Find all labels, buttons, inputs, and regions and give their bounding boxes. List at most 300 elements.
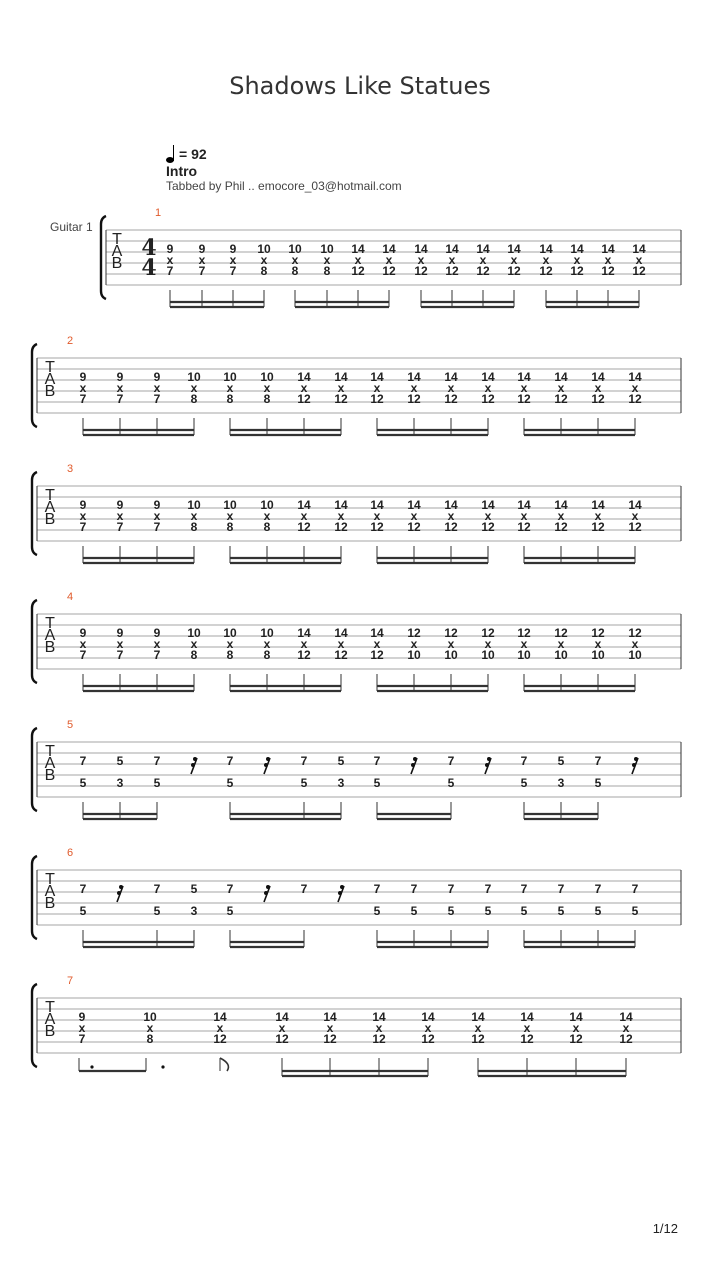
measure-number: 4 [66,591,74,603]
dead-note: x [226,509,234,523]
fret-number: 7 [631,882,639,896]
section-marker: Intro [166,163,198,179]
tab-clef-letter: B [44,511,56,528]
fret-number: 10 [143,1010,157,1024]
fret-number: 5 [373,776,381,790]
dead-note: x [447,509,455,523]
fret-number: 14 [407,370,421,384]
fret-number: 14 [297,498,311,512]
rest-flag-dot [264,891,268,895]
dead-note: x [226,381,234,395]
dead-note: x [447,637,455,651]
tab-clef-letter: T [45,487,55,504]
fret-number: 9 [153,370,161,384]
fret-number: 8 [146,1032,154,1046]
fret-number: 7 [484,882,492,896]
dead-note: x [263,509,271,523]
tab-clef-letter: T [45,871,55,888]
fret-number: 7 [79,754,87,768]
staff-bracket [32,728,37,811]
fret-number: 9 [79,498,87,512]
fret-number: 14 [628,370,642,384]
fret-number: 8 [263,648,271,662]
fret-number: 9 [116,626,124,640]
page-number: 1/12 [652,1221,678,1236]
dead-note: x [190,637,198,651]
fret-number: 9 [79,370,87,384]
fret-number: 14 [334,370,348,384]
staff-bracket [32,472,37,555]
dead-note: x [385,253,393,267]
tab-system [32,847,681,947]
dead-note: x [484,509,492,523]
tab-clef-letter: T [45,359,55,376]
fret-number: 14 [334,498,348,512]
fret-number: 12 [370,520,384,534]
rest-flag-dot [338,891,342,895]
fret-number: 10 [591,648,605,662]
fret-number: 10 [187,498,201,512]
fret-number: 12 [382,264,396,278]
fret-number: 5 [190,882,198,896]
fret-number: 9 [153,498,161,512]
fret-number: 12 [539,264,553,278]
fret-number: 12 [323,1032,337,1046]
fret-number: 9 [229,242,237,256]
staff-bracket [32,984,37,1067]
fret-number: 12 [297,520,311,534]
fret-number: 8 [226,520,234,534]
fret-number: 12 [275,1032,289,1046]
fret-number: 12 [569,1032,583,1046]
fret-number: 10 [187,370,201,384]
tab-system [32,463,681,563]
fret-number: 14 [370,498,384,512]
tab-clef-letter: A [44,883,56,900]
fret-number: 12 [351,264,365,278]
fret-number: 8 [226,648,234,662]
fret-number: 14 [334,626,348,640]
dead-note: x [337,637,345,651]
fret-number: 12 [444,392,458,406]
dead-note: x [278,1021,286,1035]
tab-clef-letter: T [112,231,122,248]
fret-number: 5 [520,776,528,790]
rest-flag-dot [191,763,195,767]
fret-number: 12 [554,392,568,406]
fret-number: 9 [198,242,206,256]
fret-number: 14 [628,498,642,512]
dead-note: x [323,253,331,267]
dead-note: x [373,381,381,395]
fret-number: 12 [414,264,428,278]
tab-clef-letter: B [111,255,123,272]
dead-note: x [291,253,299,267]
dead-note: x [229,253,237,267]
dead-note: x [594,637,602,651]
rest-flag-dot [117,891,121,895]
dead-note: x [337,381,345,395]
fret-number: 7 [447,754,455,768]
tab-clef-letter: B [44,383,56,400]
fret-number: 14 [444,498,458,512]
fret-number: 14 [372,1010,386,1024]
fret-number: 14 [471,1010,485,1024]
dead-note: x [300,509,308,523]
fret-number: 10 [260,498,274,512]
fret-number: 3 [190,904,198,918]
fret-number: 7 [79,648,87,662]
staff-bracket [32,600,37,683]
fret-number: 7 [447,882,455,896]
fret-number: 12 [601,264,615,278]
tempo-value: = 92 [179,146,207,162]
fret-number: 5 [520,904,528,918]
dead-note: x [300,381,308,395]
fret-number: 7 [373,754,381,768]
rest-flag-dot [413,757,417,761]
rest-flag-dot [264,763,268,767]
dead-note: x [263,637,271,651]
measure-number: 6 [66,847,74,859]
fret-number: 12 [334,392,348,406]
fret-number: 12 [619,1032,633,1046]
fret-number: 10 [407,648,421,662]
rest-flag-dot [487,757,491,761]
fret-number: 14 [351,242,365,256]
dead-note: x [410,637,418,651]
dead-note: x [263,381,271,395]
dead-note: x [79,509,87,523]
dead-note: x [631,509,639,523]
fret-number: 12 [591,626,605,640]
fret-number: 14 [601,242,615,256]
dead-note: x [116,509,124,523]
fret-number: 14 [407,498,421,512]
tab-clef-letter: A [111,243,123,260]
fret-number: 7 [226,882,234,896]
fret-number: 14 [382,242,396,256]
track-name: Guitar 1 [50,220,93,234]
fret-number: 12 [407,520,421,534]
fret-number: 7 [78,1032,86,1046]
dead-note: x [572,1021,580,1035]
dead-note: x [116,637,124,651]
fret-number: 14 [444,370,458,384]
dead-note: x [520,509,528,523]
dead-note: x [520,637,528,651]
dead-note: x [153,637,161,651]
fret-number: 12 [334,520,348,534]
tab-clef-letter: T [45,615,55,632]
dead-note: x [300,637,308,651]
fret-number: 10 [320,242,334,256]
fret-number: 5 [447,904,455,918]
fret-number: 14 [507,242,521,256]
credit-line: Tabbed by Phil .. emocore_03@hotmail.com [166,179,402,193]
fret-number: 12 [628,392,642,406]
fret-number: 9 [116,370,124,384]
fret-number: 5 [226,904,234,918]
fret-number: 12 [370,648,384,662]
song-title: Shadows Like Statues [229,72,491,100]
dead-note: x [78,1021,86,1035]
fret-number: 5 [79,776,87,790]
fret-number: 14 [481,370,495,384]
dead-note: x [373,509,381,523]
note-flag [220,1058,228,1071]
tab-clef-letter: B [44,767,56,784]
dead-note: x [631,637,639,651]
fret-number: 14 [481,498,495,512]
fret-number: 10 [260,370,274,384]
fret-number: 8 [226,392,234,406]
dead-note: x [622,1021,630,1035]
staff-bracket [32,344,37,427]
fret-number: 14 [539,242,553,256]
fret-number: 7 [226,754,234,768]
fret-number: 10 [481,648,495,662]
fret-number: 14 [554,498,568,512]
rest-flag-dot [485,763,489,767]
fret-number: 12 [481,626,495,640]
dead-note: x [116,381,124,395]
fret-number: 12 [372,1032,386,1046]
rest-flag-dot [411,763,415,767]
dead-note: x [337,509,345,523]
fret-number: 7 [594,882,602,896]
fret-number: 10 [223,498,237,512]
fret-number: 7 [116,648,124,662]
fret-number: 8 [263,520,271,534]
fret-number: 14 [569,1010,583,1024]
dead-note: x [260,253,268,267]
dead-note: x [153,509,161,523]
dead-note: x [354,253,362,267]
dead-note: x [166,253,174,267]
fret-number: 9 [166,242,174,256]
fret-number: 12 [632,264,646,278]
dead-note: x [410,381,418,395]
fret-number: 10 [257,242,271,256]
dead-note: x [557,509,565,523]
fret-number: 14 [570,242,584,256]
measure-number: 2 [66,335,74,347]
fret-number: 12 [407,392,421,406]
fret-number: 7 [166,264,174,278]
dead-note: x [557,381,565,395]
dead-note: x [216,1021,224,1035]
dead-note: x [635,253,643,267]
rest-flag-dot [193,757,197,761]
dead-note: x [375,1021,383,1035]
fret-number: 9 [116,498,124,512]
measure-number: 7 [66,975,74,987]
fret-number: 14 [323,1010,337,1024]
staff-bracket [32,856,37,939]
measure-number: 3 [66,463,74,475]
fret-number: 12 [444,520,458,534]
fret-number: 7 [153,648,161,662]
fret-number: 5 [557,754,565,768]
dead-note: x [631,381,639,395]
fret-number: 14 [213,1010,227,1024]
rhythm-dot [161,1065,164,1068]
dead-note: x [520,381,528,395]
rest-flag-dot [119,885,123,889]
tab-system [32,975,681,1076]
fret-number: 12 [297,648,311,662]
fret-number: 9 [78,1010,86,1024]
fret-number: 14 [275,1010,289,1024]
fret-number: 14 [370,370,384,384]
dead-note: x [410,509,418,523]
fret-number: 12 [407,626,421,640]
fret-number: 5 [631,904,639,918]
fret-number: 3 [116,776,124,790]
staff-bracket [101,216,106,299]
dead-note: x [198,253,206,267]
fret-number: 12 [370,392,384,406]
dead-note: x [573,253,581,267]
fret-number: 14 [517,370,531,384]
fret-number: 12 [507,264,521,278]
fret-number: 7 [153,520,161,534]
time-signature-top: 4 [141,235,157,261]
fret-number: 12 [421,1032,435,1046]
fret-number: 10 [628,648,642,662]
dead-note: x [146,1021,154,1035]
fret-number: 5 [153,776,161,790]
fret-number: 14 [632,242,646,256]
fret-number: 12 [471,1032,485,1046]
fret-number: 7 [79,520,87,534]
time-signature-bottom: 4 [141,255,157,281]
fret-number: 5 [410,904,418,918]
tab-clef-letter: A [44,499,56,516]
fret-number: 7 [116,520,124,534]
fret-number: 10 [288,242,302,256]
fret-number: 14 [554,370,568,384]
fret-number: 14 [476,242,490,256]
fret-number: 14 [517,498,531,512]
fret-number: 10 [517,648,531,662]
dead-note: x [190,509,198,523]
tab-clef-letter: B [44,895,56,912]
fret-number: 14 [414,242,428,256]
fret-number: 12 [517,626,531,640]
fret-number: 12 [554,626,568,640]
fret-number: 9 [153,626,161,640]
fret-number: 14 [619,1010,633,1024]
fret-number: 8 [190,520,198,534]
fret-number: 5 [447,776,455,790]
fret-number: 7 [229,264,237,278]
dead-note: x [417,253,425,267]
tab-clef-letter: A [44,627,56,644]
fret-number: 7 [410,882,418,896]
fret-number: 12 [591,520,605,534]
fret-number: 7 [300,882,308,896]
rest-flag-dot [266,885,270,889]
fret-number: 12 [517,520,531,534]
fret-number: 5 [226,776,234,790]
dead-note: x [484,637,492,651]
tab-system [32,335,681,435]
tab-system [32,591,681,691]
fret-number: 14 [445,242,459,256]
fret-number: 5 [300,776,308,790]
fret-number: 12 [520,1032,534,1046]
fret-number: 7 [198,264,206,278]
fret-number: 5 [116,754,124,768]
tab-system [101,207,681,307]
fret-number: 7 [373,882,381,896]
fret-number: 14 [421,1010,435,1024]
dead-note: x [510,253,518,267]
fret-number: 7 [79,392,87,406]
dead-note: x [557,637,565,651]
fret-number: 3 [337,776,345,790]
tab-system [32,719,681,819]
fret-number: 14 [297,370,311,384]
dead-note: x [424,1021,432,1035]
dead-note: x [474,1021,482,1035]
fret-number: 5 [337,754,345,768]
tab-clef-letter: T [45,999,55,1016]
fret-number: 3 [557,776,565,790]
dead-note: x [523,1021,531,1035]
fret-number: 10 [260,626,274,640]
fret-number: 5 [484,904,492,918]
dead-note: x [594,381,602,395]
dead-note: x [79,637,87,651]
dead-note: x [594,509,602,523]
fret-number: 12 [297,392,311,406]
measure-number: 1 [154,207,162,219]
fret-number: 12 [445,264,459,278]
fret-number: 12 [481,520,495,534]
measure-number: 5 [66,719,74,731]
tab-clef-letter: A [44,1011,56,1028]
fret-number: 10 [554,648,568,662]
rest-flag-dot [340,885,344,889]
dead-note: x [79,381,87,395]
fret-number: 5 [153,904,161,918]
fret-number: 7 [520,754,528,768]
tab-clef-letter: T [45,743,55,760]
dead-note: x [479,253,487,267]
fret-number: 7 [153,754,161,768]
fret-number: 12 [570,264,584,278]
fret-number: 7 [79,882,87,896]
fret-number: 8 [190,648,198,662]
dead-note: x [484,381,492,395]
dead-note: x [190,381,198,395]
fret-number: 8 [190,392,198,406]
fret-number: 5 [594,776,602,790]
rhythm-dot [90,1065,93,1068]
dead-note: x [226,637,234,651]
fret-number: 14 [591,498,605,512]
fret-number: 9 [79,626,87,640]
fret-number: 12 [476,264,490,278]
fret-number: 12 [628,626,642,640]
tab-clef-letter: A [44,755,56,772]
dead-note: x [447,381,455,395]
fret-number: 7 [520,882,528,896]
fret-number: 5 [557,904,565,918]
